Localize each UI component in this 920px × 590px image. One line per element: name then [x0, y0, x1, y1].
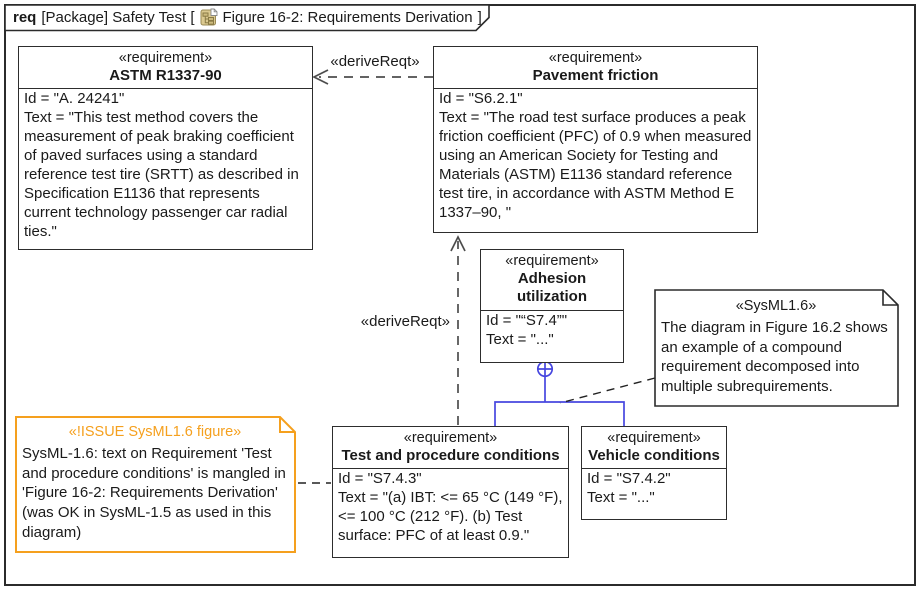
- requirement-test-and-procedure-conditions[interactable]: [332, 426, 569, 558]
- requirement-name: ASTM R1337-90: [109, 67, 222, 85]
- requirement-body: [19, 89, 312, 249]
- note-stereotype: «!ISSUE SysML1.6 figure»: [68, 424, 242, 440]
- derive-reqt-connector-top[interactable]: [314, 70, 433, 84]
- requirement-id: Id = "S7.4.3": [338, 470, 422, 488]
- derive-reqt-connector-mid[interactable]: [451, 237, 465, 425]
- stereotype-label: «requirement»: [118, 50, 213, 66]
- stereotype-label: «requirement»: [548, 50, 643, 66]
- requirement-body: [481, 311, 623, 362]
- requirement-header: [434, 47, 757, 89]
- requirement-name: Test and procedure conditions: [341, 447, 560, 465]
- requirement-text: Text = "(a) IBT: <= 65 °C (149 °F), <= 100 °C (212 °F). (b) Test surface: PFC of at least 0.9.": [338, 489, 563, 545]
- requirement-body: [333, 469, 568, 557]
- frame-context: [Package] Safety Test [: [41, 8, 195, 26]
- requirement-name: Vehicle conditions: [588, 447, 720, 465]
- note-stereotype: «SysML1.6»: [735, 298, 817, 314]
- requirement-text: Text = "The road test surface produces a peak friction coefficient (PFC) of 0.9 when measured using an American Society for Testing and Materials (ASTM) E1136 standard reference test tire, in accordance with ASTM Method E 1337–90, ": [439, 109, 752, 221]
- requirement-astm-r1337-90[interactable]: [18, 46, 313, 250]
- requirement-vehicle-conditions[interactable]: [581, 426, 727, 520]
- requirement-text: Text = "...": [486, 330, 554, 348]
- requirement-id: Id = "S6.2.1": [439, 90, 523, 108]
- frame-close-bracket: ]: [477, 8, 482, 26]
- issue-note: [22, 423, 288, 543]
- note-body: The diagram in Figure 16.2 shows an example of a compound requirement decomposed into multiple subrequirements.: [661, 318, 888, 396]
- derive-reqt-label-mid: «deriveReqt»: [360, 313, 450, 330]
- stereotype-label: «requirement»: [505, 253, 599, 269]
- requirement-name: Pavement friction: [532, 67, 659, 85]
- stereotype-label: «requirement»: [607, 430, 701, 446]
- frame-diagram-name: Figure 16-2: Requirements Derivation: [222, 8, 473, 26]
- requirement-header: [333, 427, 568, 469]
- requirement-id: Id = "A. 24241": [24, 90, 125, 108]
- requirement-id: Id = "S7.4.2": [587, 470, 671, 488]
- requirement-body: [582, 469, 726, 519]
- requirement-id: Id = "“S7.4”": [486, 311, 568, 329]
- requirement-header: [19, 47, 312, 89]
- requirement-header: [481, 250, 623, 311]
- requirements-diagram-icon: [200, 8, 218, 26]
- sysml16-note: [661, 297, 891, 397]
- frame-tab-label: [13, 8, 482, 26]
- composite-connector[interactable]: [495, 362, 624, 426]
- requirement-text: Text = "...": [587, 489, 655, 507]
- frame-keyword: req: [13, 8, 37, 26]
- requirement-text: Text = "This test method covers the measurement of peak braking coefficient of paved surfaces using a standard reference test tire (SRTT) as described in Specification E1136 that represents current technology passenger car radial ties.": [24, 109, 299, 240]
- requirement-pavement-friction[interactable]: [433, 46, 758, 233]
- derive-reqt-label-top: «deriveReqt»: [330, 53, 420, 70]
- requirement-header: [582, 427, 726, 469]
- requirement-adhesion-utilization[interactable]: [480, 249, 624, 363]
- sysml16-note-anchor: [560, 378, 655, 403]
- stereotype-label: «requirement»: [403, 430, 498, 446]
- requirement-body: [434, 89, 757, 232]
- requirement-name: Adhesion utilization: [517, 270, 587, 306]
- note-body: SysML-1.6: text on Requirement 'Test and procedure conditions' is mangled in 'Figure 16-2: Requirements Derivation' (was OK in SysML-1.5 as used in this diagram): [22, 444, 286, 542]
